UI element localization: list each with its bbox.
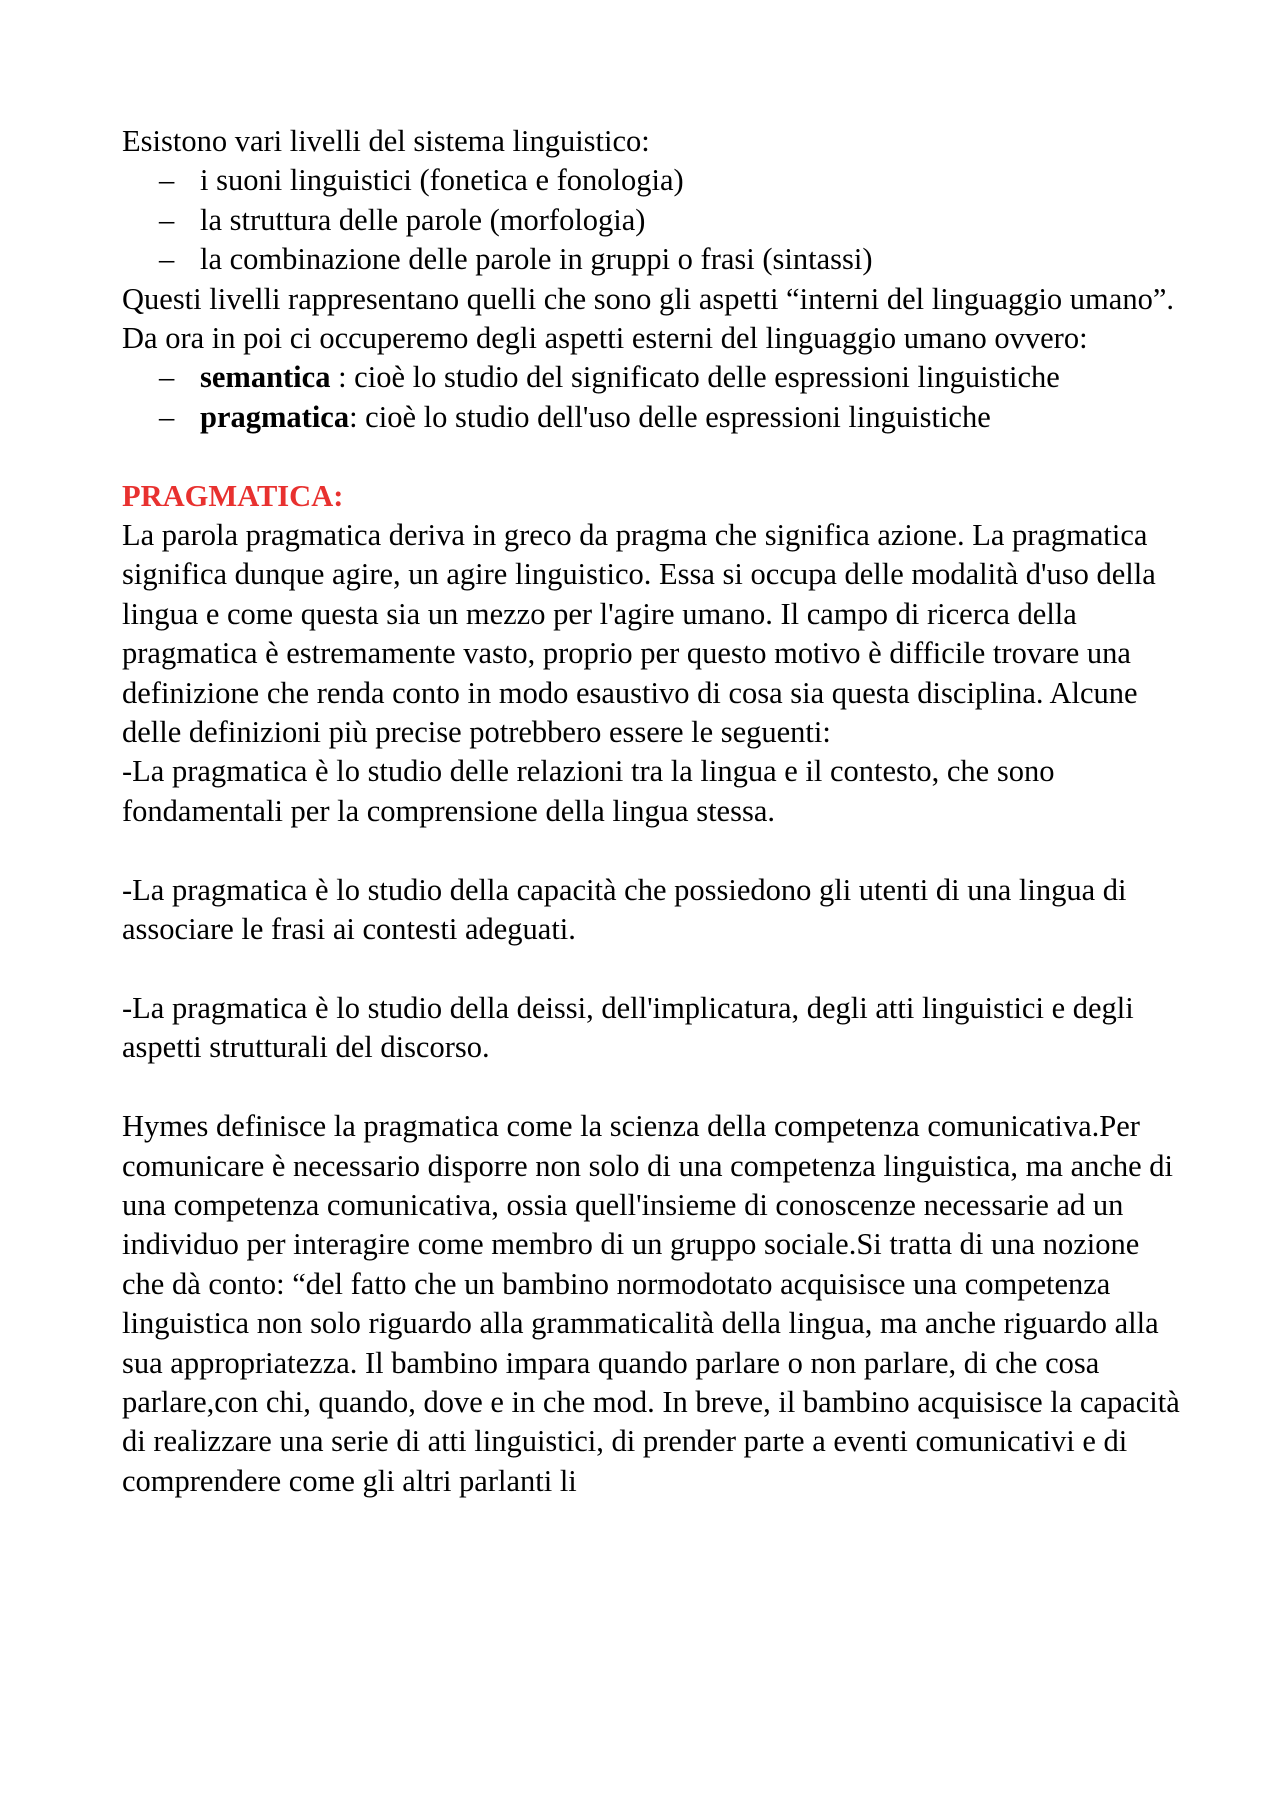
section-heading: PRAGMATICA: xyxy=(122,478,344,513)
definition-paragraph: -La pragmatica è lo studio della deissi, dell'implicatura, degli atti linguistici e degli aspetti strutturali del discorso. xyxy=(122,990,1134,1065)
spacer xyxy=(122,437,1182,476)
intro-paragraph: Questi livelli rappresentano quelli che sono gli aspetti “interni del linguaggio umano”. Da ora in poi ci occuperemo degli aspetti esterni del linguaggio umano ovvero: xyxy=(122,281,1174,356)
spacer xyxy=(122,831,1182,870)
level-item: – la combinazione delle parole in gruppi o frasi (sintassi) xyxy=(200,240,1182,279)
aspect-definition: : cioè lo studio del significato delle espressioni linguistiche xyxy=(330,360,1060,395)
aspect-item-semantica xyxy=(200,358,1182,397)
aspects-list xyxy=(122,358,1182,437)
level-item: – i suoni linguistici (fonetica e fonologia) xyxy=(200,161,1182,200)
pragmatica-paragraph: La parola pragmatica deriva in greco da pragma che significa azione. La pragmatica significa dunque agire, un agire linguistico. Essa si occupa delle modalità d'uso della lingua e come questa sia un mezzo per l'agire umano. Il campo di ricerca della pragmatica è estremamente vasto, proprio per questo motivo è difficile trovare una definizione che renda conto in modo esaustivo di cosa sia questa disciplina. Alcune delle definizioni più precise potrebbero essere le seguenti: xyxy=(122,518,1156,750)
hymes-paragraph: Hymes definisce la pragmatica come la scienza della competenza comunicativa.Per comunicare è necessario disporre non solo di una competenza linguistica, ma anche di una competenza comunicativa, ossia quell'insieme di conoscenze necessarie ad un individuo per interagire come membro di un gruppo sociale.Si tratta di una nozione che dà conto: “del fatto che un bambino normodotato acquisisce una competenza linguistica non solo riguardo alla grammaticalità della lingua, ma anche riguardo alla sua appropriatezza. Il bambino impara quando parlare o non parlare, di che cosa parlare,con chi, quando, dove e in che mod. In breve, il bambino acquisisce la capacità di realizzare una serie di atti linguistici, di prender parte a eventi comunicativi e di comprendere come gli altri parlanti li xyxy=(122,1109,1180,1498)
aspect-term: semantica xyxy=(200,360,331,395)
spacer xyxy=(122,1068,1182,1107)
definition-paragraph: -La pragmatica è lo studio della capacità che possiedono gli utenti di una lingua di associare le frasi ai contesti adeguati. xyxy=(122,872,1127,947)
document-page xyxy=(122,122,1182,1501)
levels-list xyxy=(122,161,1182,279)
aspect-definition: : cioè lo studio dell'uso delle espressioni linguistiche xyxy=(349,399,991,434)
definition-paragraph: -La pragmatica è lo studio delle relazioni tra la lingua e il contesto, che sono fondamentali per la comprensione della lingua stessa. xyxy=(122,754,1055,828)
aspect-item-pragmatica xyxy=(200,398,1182,437)
level-item: – la struttura delle parole (morfologia) xyxy=(200,201,1182,240)
aspect-term: pragmatica xyxy=(200,399,350,434)
intro-lead: Esistono vari livelli del sistema linguistico: xyxy=(122,124,650,158)
spacer xyxy=(122,950,1182,989)
